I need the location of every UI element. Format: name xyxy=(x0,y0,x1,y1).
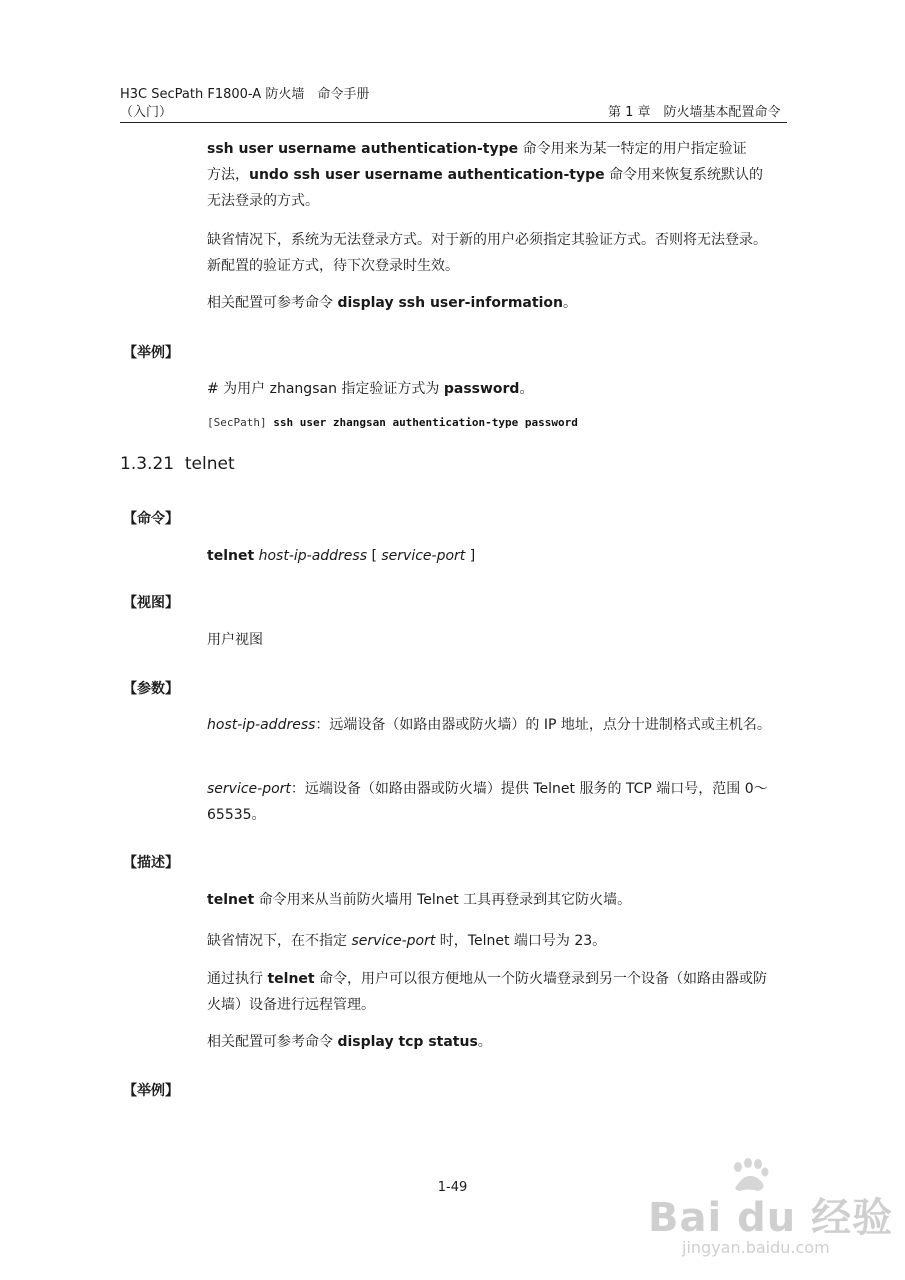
header-rule xyxy=(120,122,787,123)
code-prompt: [SecPath] xyxy=(207,416,274,429)
code-command: ssh user zhangsan authentication-type password xyxy=(273,416,578,429)
watermark-brand: Bai du 经验 xyxy=(648,1195,894,1241)
view-label: 【视图】 xyxy=(123,595,179,611)
example-label-2: 【举例】 xyxy=(123,1083,179,1099)
header-volume: （入门） xyxy=(120,105,173,120)
command-syntax: telnet host-ip-address [ service-port ] xyxy=(207,548,476,564)
command-label: 【命令】 xyxy=(123,511,179,527)
auth-line-1: ssh user username authentication-type 命令用来为某一特定的用户指定验证 xyxy=(207,141,747,157)
params-label: 【参数】 xyxy=(123,681,179,697)
auth-related-cmd: display ssh user-information xyxy=(337,295,563,311)
example-label-1: 【举例】 xyxy=(123,345,179,361)
section-number: 1.3.21 xyxy=(120,454,175,474)
desc-line-3: 通过执行 telnet 命令，用户可以很方便地从一个防火墙登录到另一个设备（如路由器或防火墙）设备进行远程管理。 xyxy=(207,971,768,1013)
auth-cmd: ssh user username authentication-type xyxy=(207,141,519,157)
param-host-ip: host-ip-address：远端设备（如路由器或防火墙）的 IP 地址，点分十进制格式或主机名。 xyxy=(207,717,771,733)
view-value: 用户视图 xyxy=(207,632,263,648)
header-product: H3C SecPath F1800-A 防火墙 命令手册 xyxy=(120,87,370,102)
auth-line-3: 无法登录的方式。 xyxy=(207,193,319,209)
description-label: 【描述】 xyxy=(123,855,179,871)
section-title: telnet xyxy=(184,454,235,474)
watermark-url: jingyan.baidu.com xyxy=(682,1238,830,1257)
header-chapter: 第 1 章 防火墙基本配置命令 xyxy=(608,105,781,120)
param-service-port: service-port：远端设备（如路由器或防火墙）提供 Telnet 服务的 TCP 端口号，范围 0～65535。 xyxy=(207,781,768,823)
auth-related: 相关配置可参考命令 display ssh user-information。 xyxy=(207,295,577,311)
auth-intro xyxy=(207,136,775,214)
example-code xyxy=(207,416,578,429)
auth-undo-cmd: undo ssh user username authentication-type xyxy=(249,167,605,183)
desc-line-1: telnet 命令用来从当前防火墙用 Telnet 工具再登录到其它防火墙。 xyxy=(207,892,632,908)
auth-line-2: 方法，undo ssh user username authentication-type 命令用来恢复系统默认的 xyxy=(207,167,764,183)
desc-line-4: 相关配置可参考命令 display tcp status。 xyxy=(207,1034,492,1050)
example-comment: # 为用户 zhangsan 指定验证方式为 password。 xyxy=(207,381,534,397)
page-number: 1-49 xyxy=(437,1180,468,1195)
section-heading xyxy=(120,454,235,474)
auth-default: 缺省情况下，系统为无法登录方式。对于新的用户必须指定其验证方式。否则将无法登录。新配置的验证方式，待下次登录时生效。 xyxy=(207,232,767,274)
desc-line-2: 缺省情况下，在不指定 service-port 时，Telnet 端口号为 23。 xyxy=(207,933,607,949)
